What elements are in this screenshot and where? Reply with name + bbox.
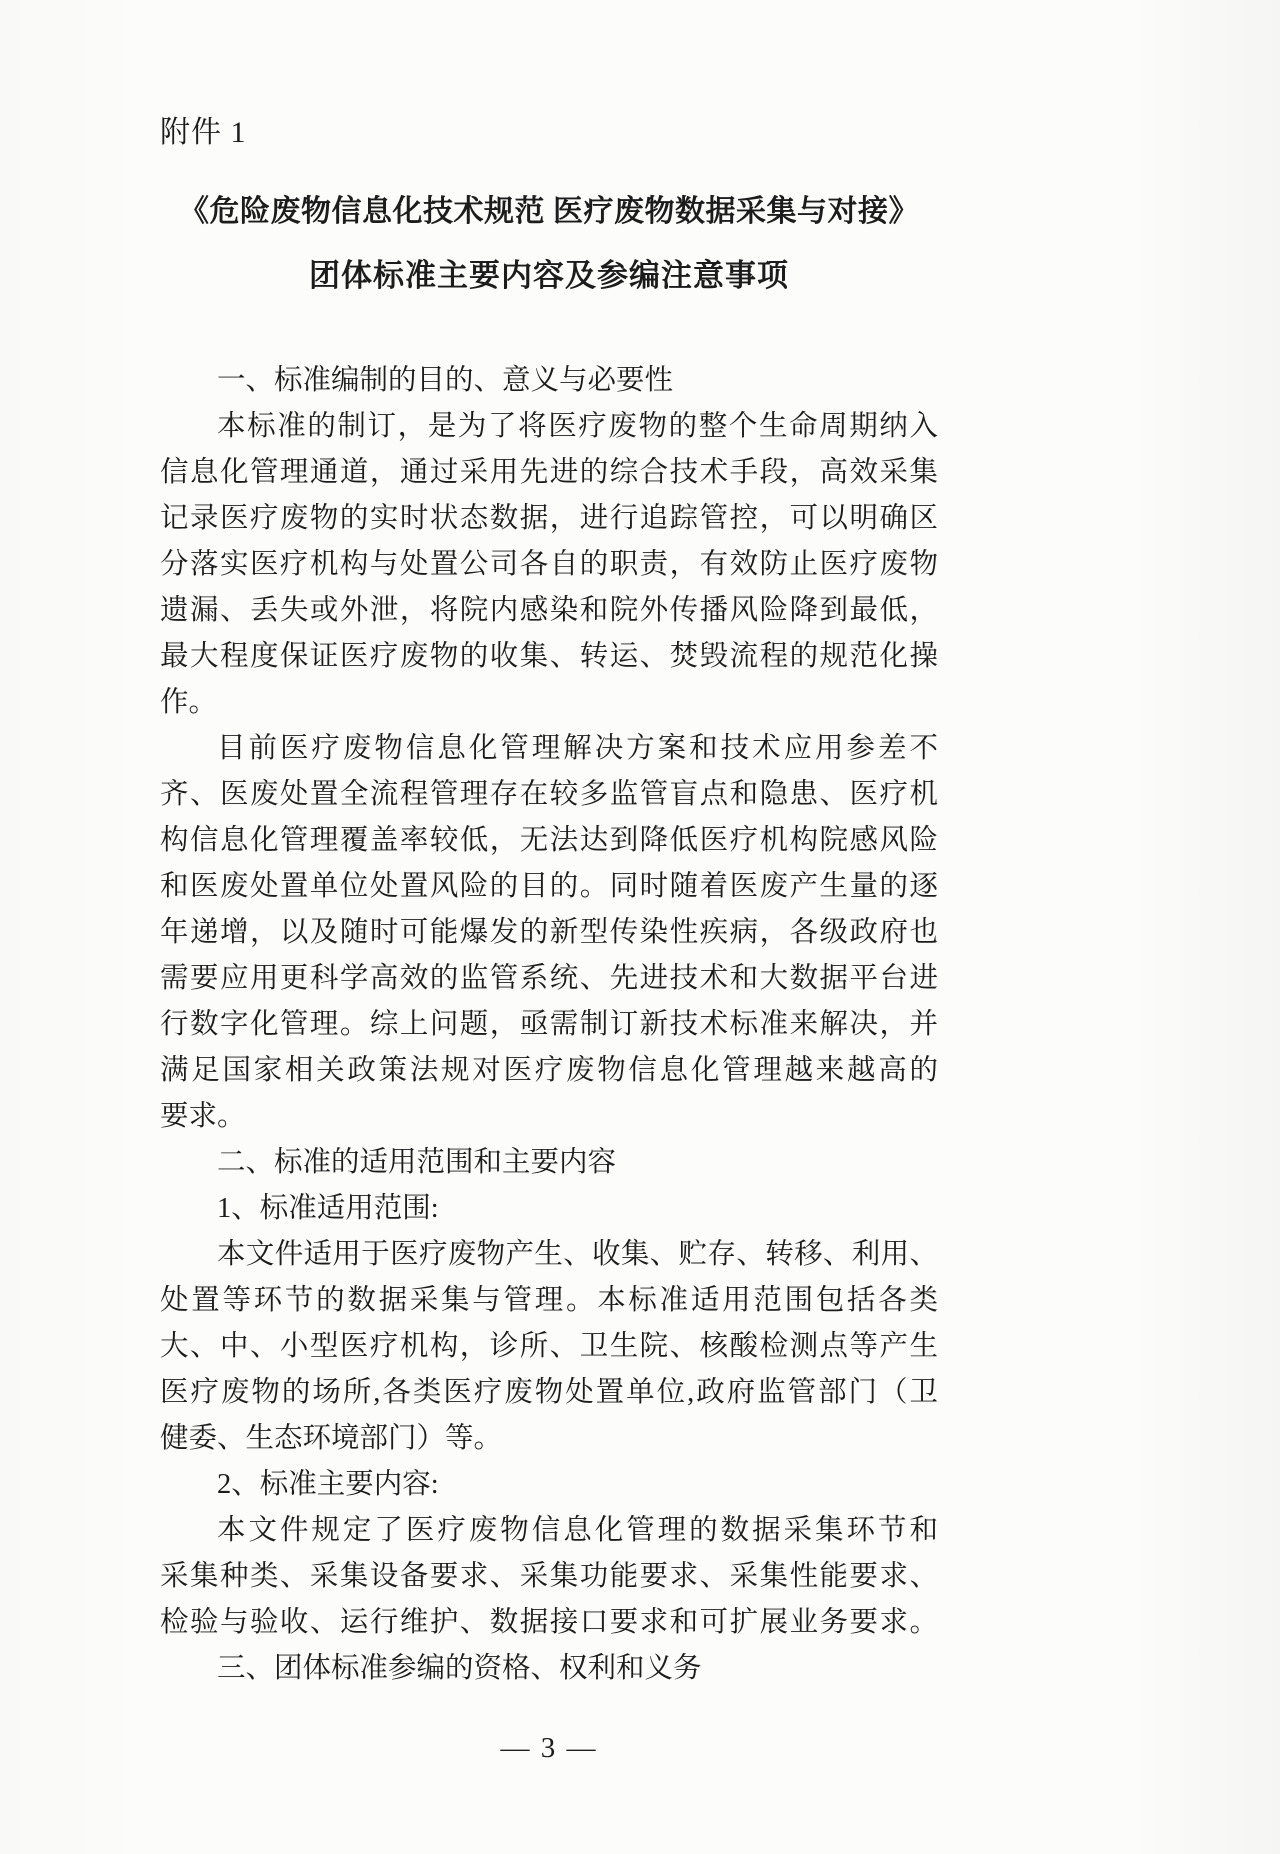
document-subtitle: 团体标准主要内容及参编注意事项 bbox=[309, 258, 789, 293]
attachment-label: 附件 1 bbox=[160, 116, 247, 149]
body-line: 目前医疗废物信息化管理解决方案和技术应用参差不 bbox=[217, 733, 938, 764]
body-line: 最大程度保证医疗废物的收集、转运、焚毁流程的规范化操 bbox=[160, 641, 938, 672]
section-1-heading: 一、标准编制的目的、意义与必要性 bbox=[217, 365, 674, 396]
paragraph-2 bbox=[160, 726, 938, 1140]
subsection-1-heading: 1、标准适用范围: bbox=[217, 1193, 439, 1224]
body-line: 齐、医废处置全流程管理存在较多监管盲点和隐患、医疗机 bbox=[160, 779, 938, 810]
document-title: 《危险废物信息化技术规范 医疗废物数据采集与对接》 bbox=[179, 195, 919, 228]
body-line: 大、中、小型医疗机构，诊所、卫生院、核酸检测点等产生 bbox=[160, 1331, 938, 1362]
body-line: 处置等环节的数据采集与管理。本标准适用范围包括各类 bbox=[160, 1285, 938, 1316]
body-line: 满足国家相关政策法规对医疗废物信息化管理越来越高的 bbox=[160, 1055, 938, 1086]
section-2-heading: 二、标准的适用范围和主要内容 bbox=[217, 1147, 617, 1178]
body-line: 信息化管理通道，通过采用先进的综合技术手段，高效采集 bbox=[160, 457, 938, 488]
document-body bbox=[160, 0, 938, 1768]
page-number: — 3 — bbox=[500, 1732, 598, 1764]
body-line: 健委、生态环境部门）等。 bbox=[160, 1423, 503, 1454]
body-line: 本文件规定了医疗废物信息化管理的数据采集环节和 bbox=[217, 1515, 938, 1546]
body-line: 分落实医疗机构与处置公司各自的职责，有效防止医疗废物 bbox=[160, 549, 938, 580]
paragraph-1 bbox=[160, 404, 938, 726]
body-line: 记录医疗废物的实时状态数据，进行追踪管控，可以明确区 bbox=[160, 503, 938, 534]
body-line: 要求。 bbox=[160, 1101, 246, 1132]
body-line: 医疗废物的场所,各类医疗废物处置单位,政府监管部门（卫 bbox=[160, 1377, 938, 1408]
body-line: 行数字化管理。综上问题，亟需制订新技术标准来解决，并 bbox=[160, 1009, 938, 1040]
body-line: 需要应用更科学高效的监管系统、先进技术和大数据平台进 bbox=[160, 963, 938, 994]
body-line: 采集种类、采集设备要求、采集功能要求、采集性能要求、 bbox=[160, 1561, 938, 1592]
body-line: 本标准的制订，是为了将医疗废物的整个生命周期纳入 bbox=[217, 411, 938, 442]
paragraph-4 bbox=[160, 1508, 938, 1646]
body-line: 和医废处置单位处置风险的目的。同时随着医废产生量的逐 bbox=[160, 871, 938, 902]
paragraph-3 bbox=[160, 1232, 938, 1462]
body-line: 遗漏、丢失或外泄，将院内感染和院外传播风险降到最低， bbox=[160, 595, 938, 626]
body-line: 本文件适用于医疗废物产生、收集、贮存、转移、利用、 bbox=[217, 1239, 938, 1270]
subsection-2-heading: 2、标准主要内容: bbox=[217, 1469, 439, 1500]
body-line: 年递增，以及随时可能爆发的新型传染性疾病，各级政府也 bbox=[160, 917, 938, 948]
body-line: 检验与验收、运行维护、数据接口要求和可扩展业务要求。 bbox=[160, 1607, 938, 1638]
section-3-heading: 三、团体标准参编的资格、权利和义务 bbox=[217, 1653, 702, 1684]
document-text bbox=[160, 358, 938, 1692]
body-line: 构信息化管理覆盖率较低，无法达到降低医疗机构院感风险 bbox=[160, 825, 938, 856]
body-line: 作。 bbox=[160, 687, 218, 718]
